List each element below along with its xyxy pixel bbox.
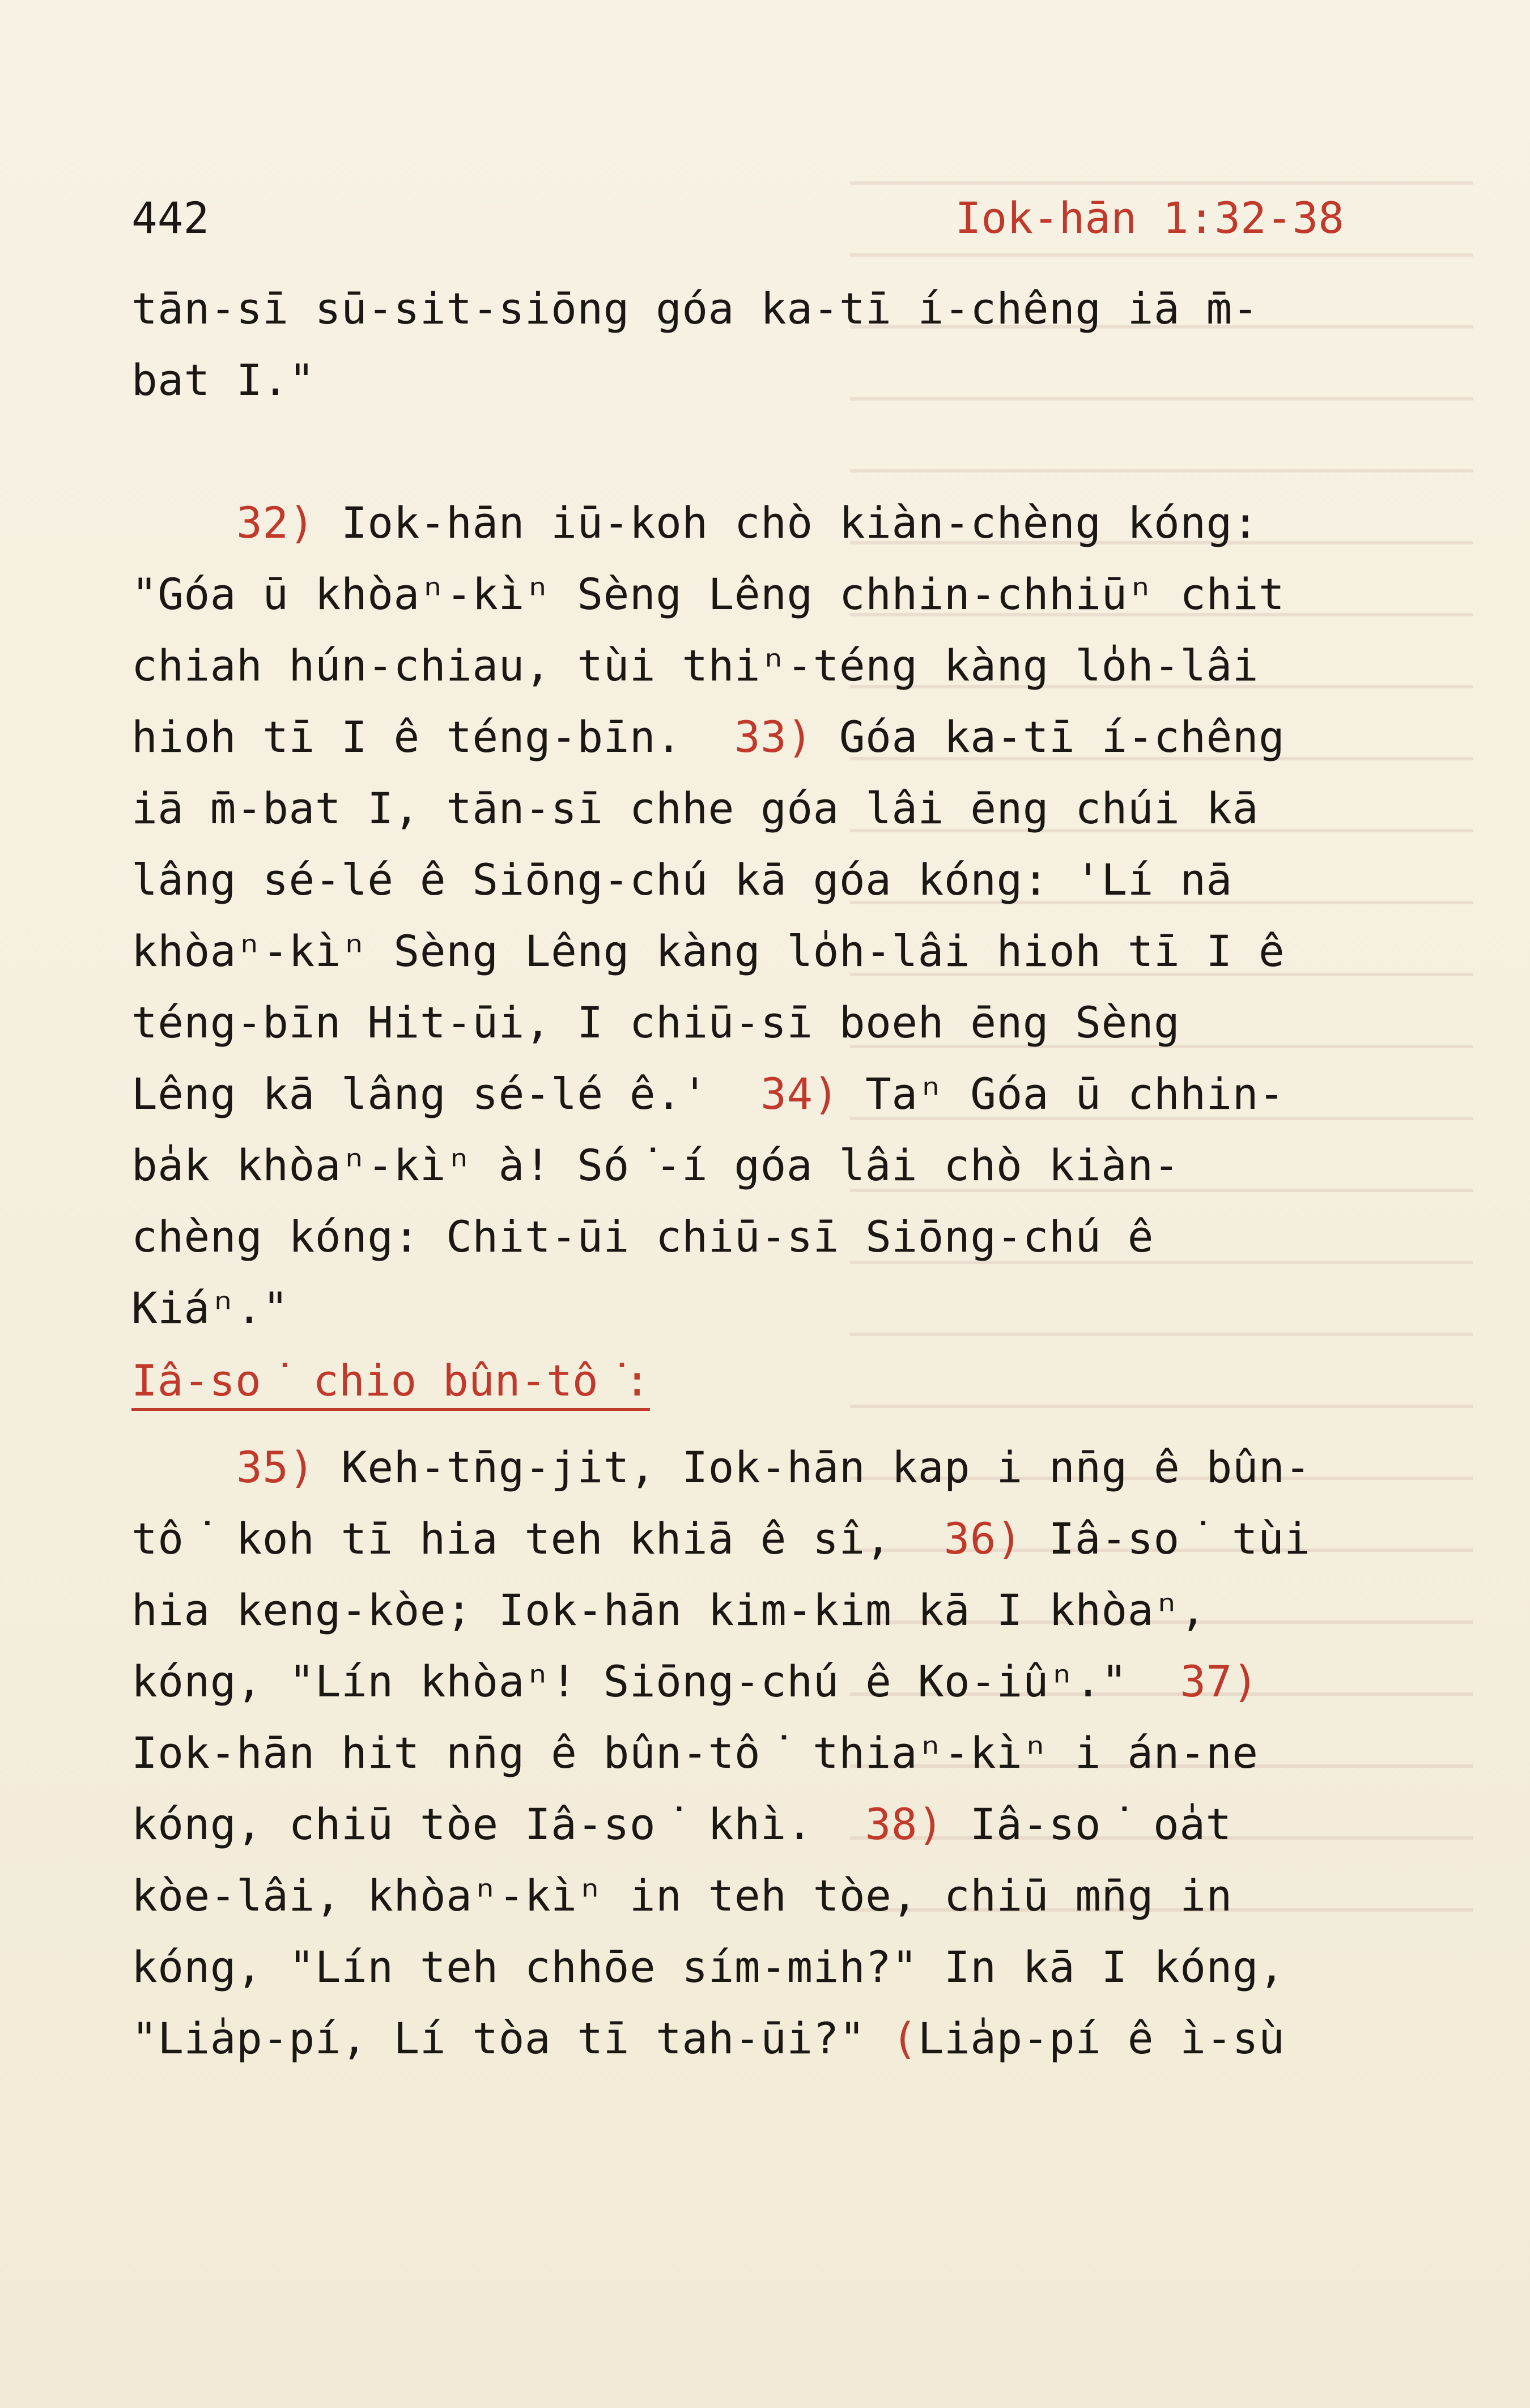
body-line bbox=[131, 640, 1259, 691]
line-text: téng-bīn Hit-ūi, I chiū-sī boeh ēng Sèng bbox=[131, 997, 1180, 1048]
line-text: Lia̍p-pí ê ì-sù bbox=[917, 2013, 1285, 2064]
section-heading bbox=[131, 1355, 650, 1406]
body2-line bbox=[131, 1942, 1285, 1992]
section-heading-text: Iâ-so͘ chio bûn-tô͘: bbox=[131, 1355, 650, 1411]
body2-line bbox=[131, 2013, 1285, 2064]
body-line bbox=[131, 783, 1259, 833]
page-header bbox=[131, 193, 1344, 255]
line-text: lâng sé-lé ê Siōng-chú kā góa kóng: 'Lí nā bbox=[131, 854, 1232, 905]
line-text: Góa ka-tī í-chêng bbox=[813, 712, 1285, 762]
body-line bbox=[131, 497, 1259, 548]
line-text: khòaⁿ-kìⁿ Sèng Lêng kàng lo̍h-lâi hioh tī I ê bbox=[131, 926, 1285, 976]
line-text: kóng, "Lín teh chhōe sím-mih?" In kā I kóng, bbox=[131, 1942, 1285, 1992]
body2-line bbox=[131, 1513, 1311, 1564]
line-text: Kiáⁿ." bbox=[131, 1283, 289, 1333]
line-text: Iok-hān hit nn̄g ê bûn-tô͘ thiaⁿ-kìⁿ i án-ne bbox=[131, 1728, 1259, 1778]
verse-number: 38) bbox=[865, 1799, 944, 1849]
body-line bbox=[131, 1283, 289, 1333]
verse-number: 35) bbox=[236, 1442, 315, 1492]
body-line bbox=[131, 997, 1180, 1048]
line-text: tān-sī sū-sit-siōng góa ka-tī í-chêng iā m̄- bbox=[131, 283, 1259, 334]
line-text: iā m̄-bat I, tān-sī chhe góa lâi ēng chúi kā bbox=[131, 783, 1259, 833]
body2-line bbox=[131, 1656, 1259, 1707]
body2-line bbox=[131, 1728, 1259, 1778]
page-number: 442 bbox=[131, 193, 210, 243]
running-head: Iok-hān 1:32-38 bbox=[955, 193, 1344, 243]
line-text: hia keng-kòe; Iok-hān kim-kim kā I khòaⁿ, bbox=[131, 1585, 1206, 1635]
line-text: kòe-lâi, khòaⁿ-kìⁿ in teh tòe, chiū mn̄g in bbox=[131, 1870, 1232, 1921]
line-text: Taⁿ Góa ū chhin- bbox=[839, 1069, 1285, 1119]
line-text: Iok-hān iū-koh chò kiàn-chèng kóng: bbox=[314, 497, 1259, 548]
verse-number: 37) bbox=[1180, 1656, 1259, 1707]
line-text: Iâ-so͘ oa̍t bbox=[944, 1799, 1232, 1849]
verse-number: ( bbox=[891, 2013, 918, 2064]
body2-line bbox=[131, 1442, 1311, 1492]
body-line bbox=[131, 355, 315, 405]
body2-line bbox=[131, 1799, 1232, 1849]
line-text: ba̍k khòaⁿ-kìⁿ à! Só͘-í góa lâi chò kiàn- bbox=[131, 1140, 1180, 1190]
line-text: Iâ-so͘ tùi bbox=[1022, 1513, 1311, 1564]
line-text: chèng kóng: Chit-ūi chiū-sī Siōng-chú ê bbox=[131, 1211, 1154, 1262]
body-line bbox=[131, 926, 1285, 976]
body-line bbox=[131, 1140, 1180, 1190]
body-line bbox=[131, 712, 1285, 762]
line-text: Keh-tn̄g-jit, Iok-hān kap i nn̄g ê bûn- bbox=[314, 1442, 1311, 1492]
line-text: "Góa ū khòaⁿ-kìⁿ Sèng Lêng chhin-chhiūⁿ chit bbox=[131, 569, 1285, 619]
line-text: Lêng kā lâng sé-lé ê.' bbox=[131, 1069, 761, 1119]
line-text bbox=[131, 1442, 236, 1492]
verse-number: 34) bbox=[760, 1069, 839, 1119]
line-text: kóng, chiū tòe Iâ-so͘ khì. bbox=[131, 1799, 865, 1849]
verse-number: 32) bbox=[236, 497, 315, 548]
verse-number: 33) bbox=[734, 712, 813, 762]
line-text bbox=[131, 497, 236, 548]
body-line bbox=[131, 283, 1259, 334]
line-text: chiah hún-chiau, tùi thiⁿ-téng kàng lo̍h-lâi bbox=[131, 640, 1259, 691]
body-line bbox=[131, 854, 1232, 905]
line-text: kóng, "Lín khòaⁿ! Siōng-chú ê Ko-iûⁿ." bbox=[131, 1656, 1180, 1707]
line-text: hioh tī I ê téng-bīn. bbox=[131, 712, 734, 762]
body2-line bbox=[131, 1585, 1206, 1635]
line-text: bat I." bbox=[131, 355, 315, 405]
verse-number: 36) bbox=[944, 1513, 1023, 1564]
body-line bbox=[131, 1211, 1154, 1262]
body-line bbox=[131, 569, 1285, 619]
line-text: tô͘ koh tī hia teh khiā ê sî, bbox=[131, 1513, 944, 1564]
body2-line bbox=[131, 1870, 1232, 1921]
body-line bbox=[131, 1069, 1285, 1119]
line-text: "Lia̍p-pí, Lí tòa tī tah-ūi?" bbox=[131, 2013, 892, 2064]
